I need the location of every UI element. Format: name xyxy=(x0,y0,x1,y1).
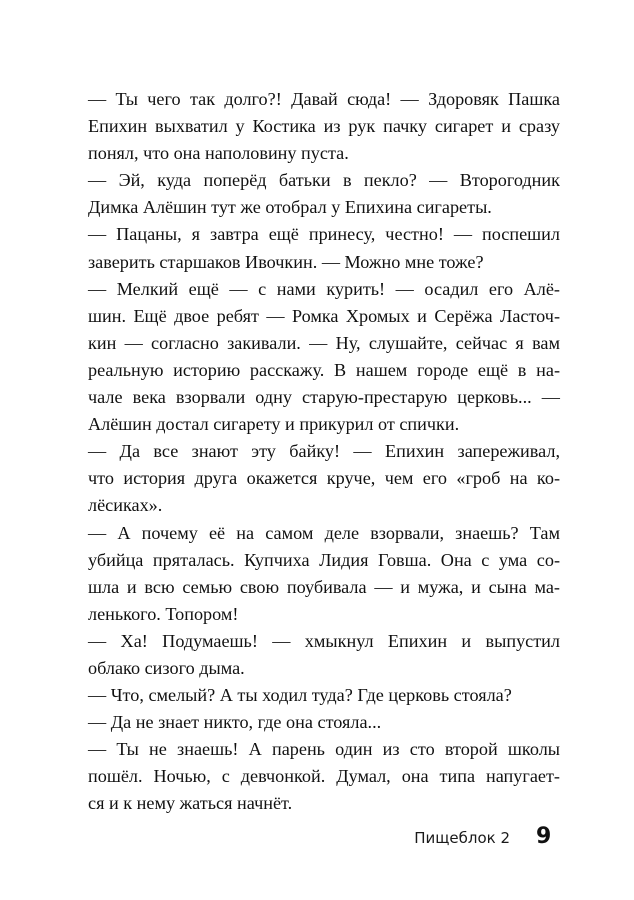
text-line: что история друга окажется круче, чем его «гроб на ко- xyxy=(88,468,560,489)
text-line: заверить старшаков Ивочкин. — Можно мне тоже? xyxy=(88,251,484,272)
text-line: убийца пряталась. Купчиха Лидия Говша. Она с ума со- xyxy=(88,549,560,570)
paragraph-first-line: — Ты не знаешь! А парень один из сто второй школы xyxy=(88,739,560,760)
text-line: Епихин выхватил у Костика из рук пачку сигарет и сразу xyxy=(88,116,560,137)
paragraph-first-line: — Да все знают эту байку! — Епихин запереживал, xyxy=(88,441,560,462)
paragraph-first-line: — Ха! Подумаешь! — хмыкнул Епихин и выпустил xyxy=(88,630,560,651)
text-line: ленького. Топором! xyxy=(88,603,239,624)
paragraph-first-line: — Эй, куда поперёд батьки в пекло? — Второгодник xyxy=(88,170,560,191)
text-line: чале века взорвали одну старую-престарую церковь... — xyxy=(88,387,560,408)
page-number: 9 xyxy=(536,824,552,849)
text-line: шин. Ещё двое ребят — Ромка Хромых и Серёжа Ласточ- xyxy=(88,305,560,326)
paragraph-first-line: — Ты чего так долго?! Давай сюда! — Здоровяк Пашка xyxy=(88,89,560,109)
text-line: облако сизого дыма. xyxy=(88,657,245,678)
text-line: Алёшин достал сигарету и прикурил от спички. xyxy=(88,414,460,435)
text-line: Димка Алёшин тут же отобрал у Епихина сигареты. xyxy=(88,197,492,218)
paragraph-first-line: — А почему её на самом деле взорвали, знаешь? Там xyxy=(88,522,560,543)
page-footer xyxy=(0,824,634,854)
paragraph-first-line: — Да не знает никто, где она стояла... xyxy=(88,712,382,733)
text-line: лёсиках». xyxy=(88,495,163,516)
paragraph-first-line: — Пацаны, я завтра ещё принесу, честно! — поспешил xyxy=(88,224,560,245)
text-line: пошёл. Ночью, с девчонкой. Думал, она типа напугает- xyxy=(88,766,560,787)
running-title: Пищеблок 2 xyxy=(414,829,510,847)
text-line: кин — согласно закивали. — Ну, слушайте, сейчас я вам xyxy=(88,332,560,353)
text-line: ся и к нему жаться начнёт. xyxy=(88,793,293,814)
body-text xyxy=(88,86,560,818)
text-line: понял, что она наполовину пуста. xyxy=(88,143,349,164)
text-line: реальную историю расскажу. В нашем городе ещё в на- xyxy=(88,359,560,380)
text-line: шла и всю семью свою поубивала — и мужа, и сына ма- xyxy=(88,576,560,597)
paragraph-first-line: — Мелкий ещё — с нами курить! — осадил его Алё- xyxy=(88,278,560,299)
paragraph-first-line: — Что, смелый? А ты ходил туда? Где церковь стояла? xyxy=(88,685,512,706)
